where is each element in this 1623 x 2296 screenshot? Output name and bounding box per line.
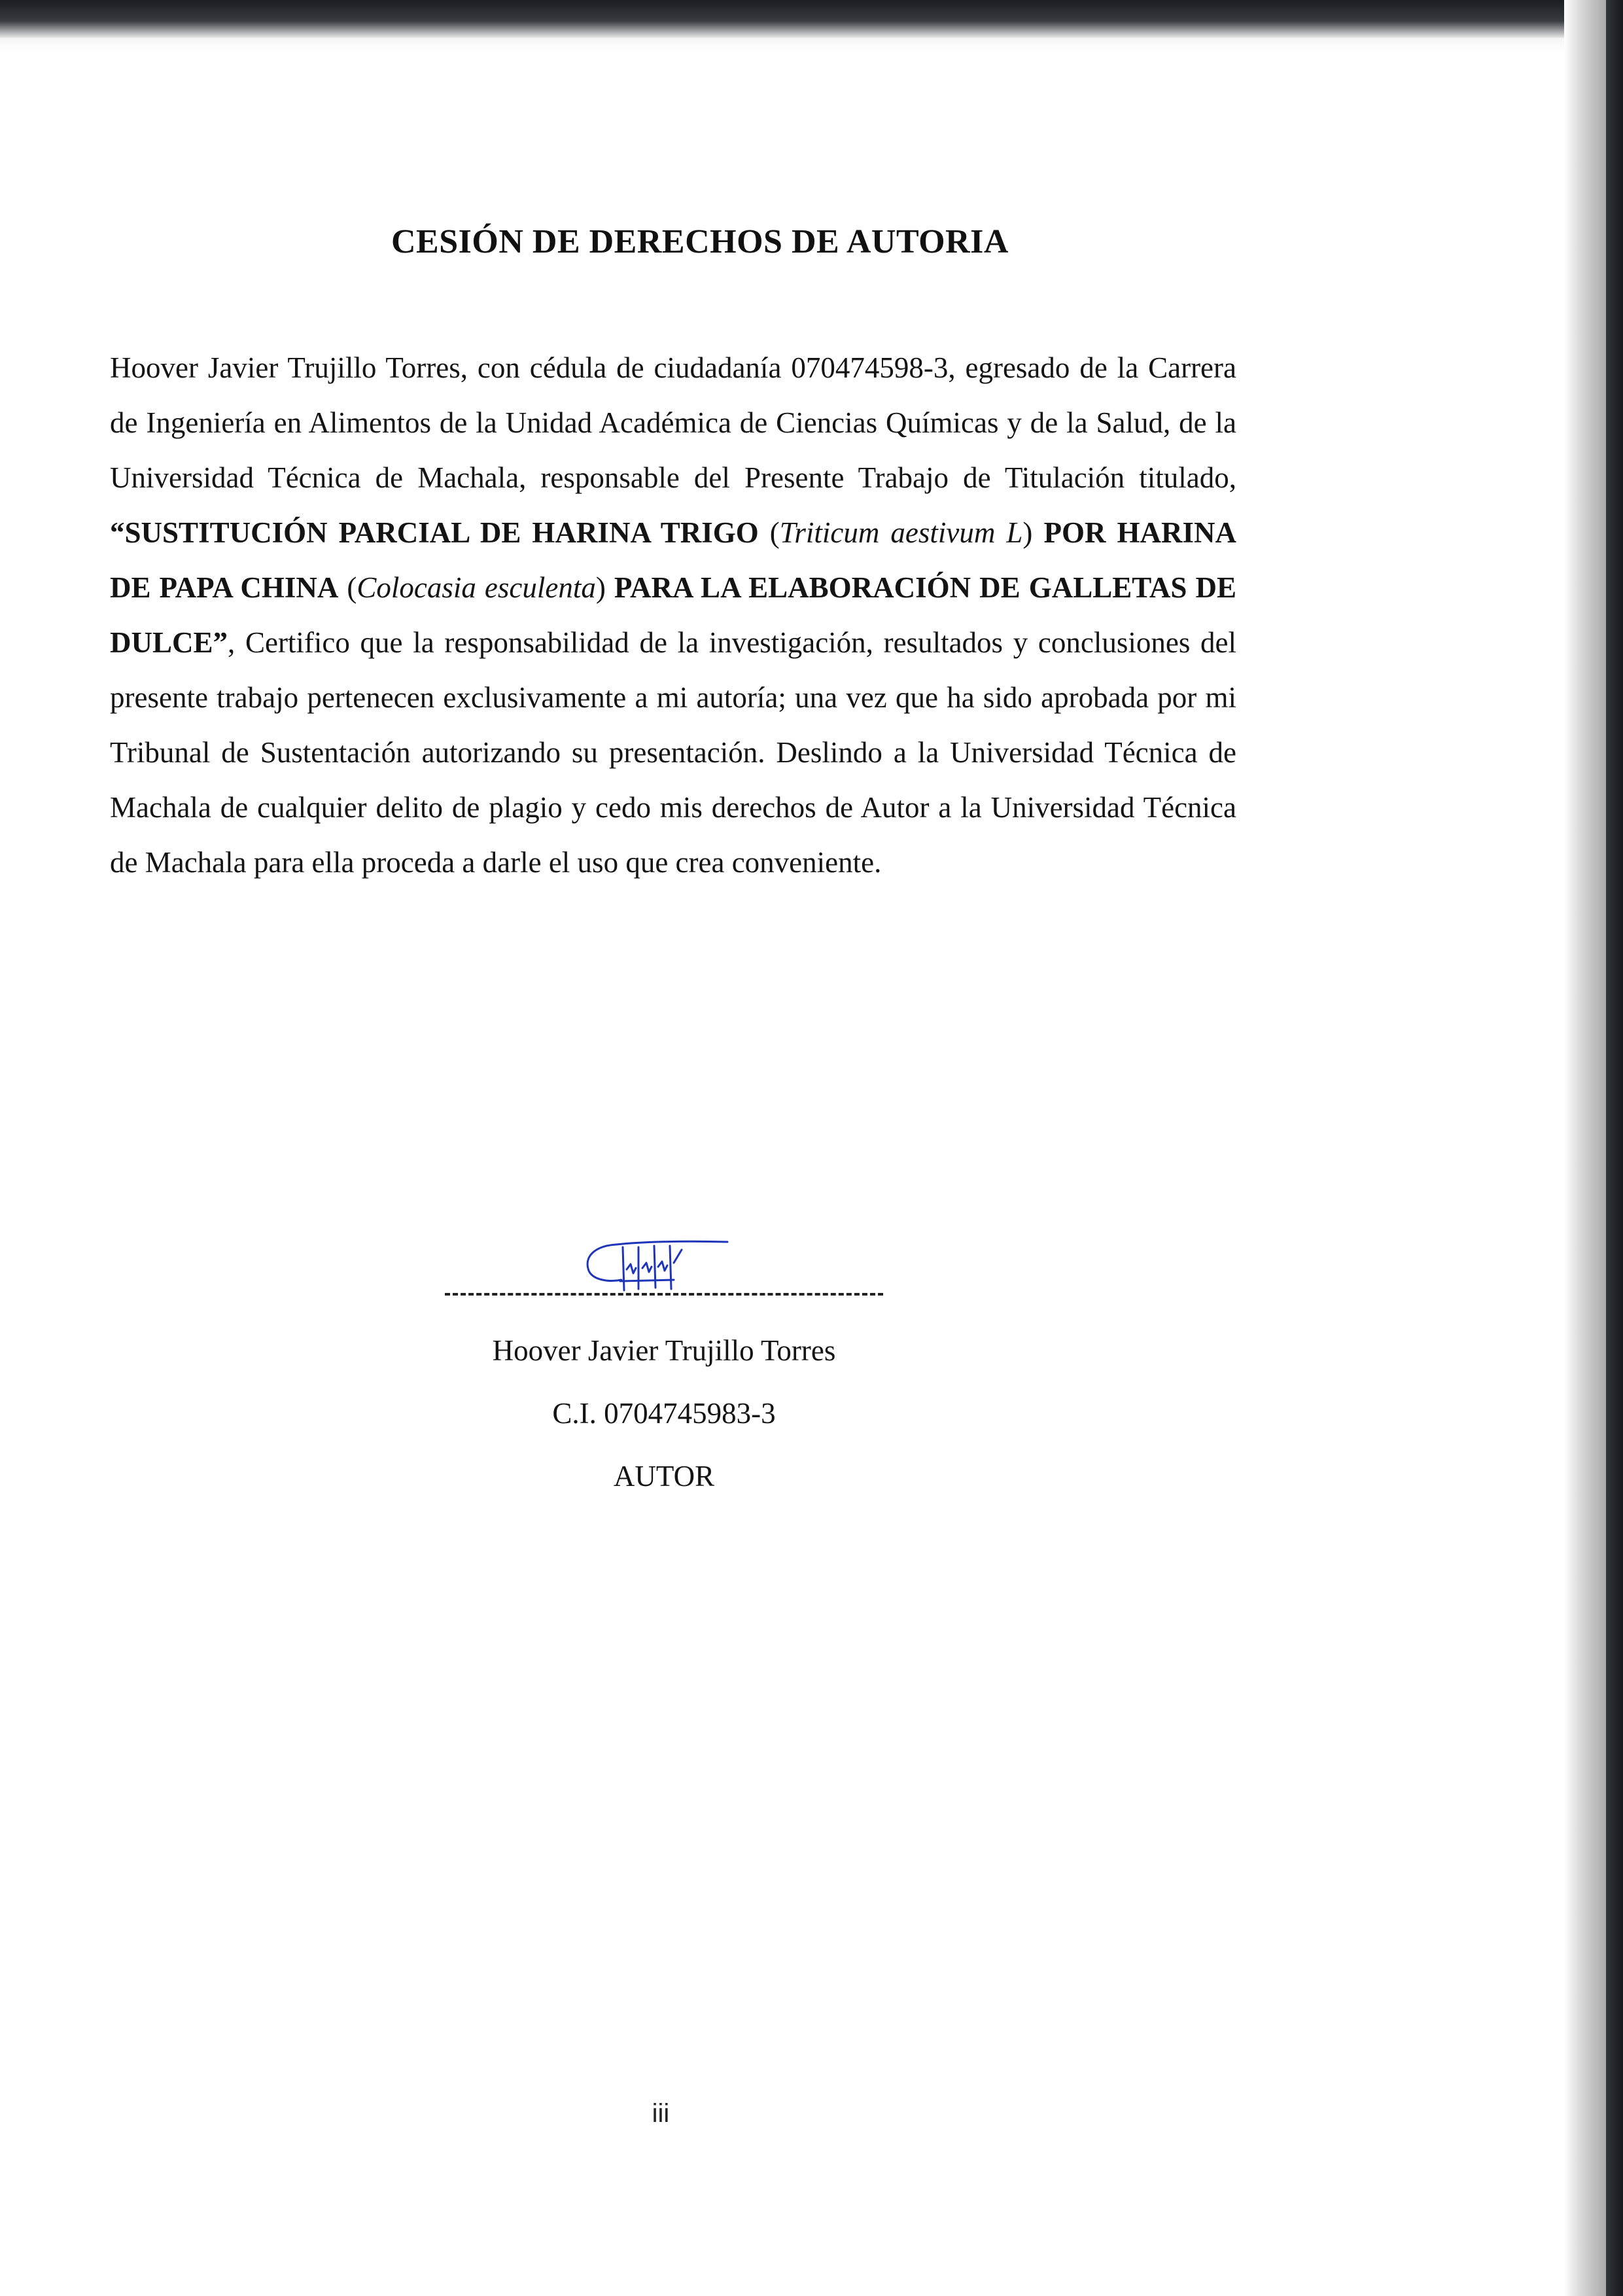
scan-right-edge [1606, 0, 1623, 2296]
author-role: AUTOR [613, 1460, 715, 1492]
species1-close: ) [1022, 516, 1044, 549]
thesis-title-part3: PARA LA ELABORACIÓN DE GALLETAS DE DULCE [110, 571, 1236, 659]
species1-open: ( [758, 516, 780, 549]
close-quote: ” [213, 626, 228, 659]
scan-top-fade [0, 38, 1623, 51]
thesis-title-part1: SUSTITUCIÓN PARCIAL DE HARINA TRIGO [124, 516, 759, 549]
signature-area [445, 1230, 903, 1309]
handwritten-signature [576, 1230, 733, 1302]
species1-name: Triticum aestivum L [779, 516, 1023, 549]
species2-name: Colocasia esculenta [357, 571, 596, 604]
author-id: C.I. 0704745983-3 [552, 1397, 776, 1430]
species2-close: ) [595, 571, 614, 604]
page-number: iii [652, 2099, 670, 2128]
document-title: CESIÓN DE DERECHOS DE AUTORIA [391, 223, 1009, 260]
author-name: Hoover Javier Trujillo Torres [492, 1334, 836, 1367]
declaration-conclusion: , Certifico que la responsabilidad de la investigación, resultados y conclusiones del presente trabajo pertenecen exclusivamente a mi autoría; una vez que ha sido aprobada por mi Tribunal de Sustentación autorizando su presentación. Deslindo a la Universidad Técnica de Machala de cualquier delito de plagio y cedo mis derechos de Autor a la Universidad Técnica de Machala para ella proceda a darle el uso que crea conveniente. [110, 626, 1236, 879]
open-quote: “ [110, 516, 125, 549]
thesis-title-part2: POR HARINA DE PAPA CHINA [110, 516, 1236, 604]
species2-open: ( [338, 571, 357, 604]
declaration-intro: Hoover Javier Trujillo Torres, con cédula de ciudadanía 070474598-3, egresado de la Carrera de Ingeniería en Alimentos de la Unidad Académica de Ciencias Químicas y de la Salud, de la Universidad Técnica de Machala, responsable del Presente Trabajo de Titulación titulado, [110, 351, 1236, 494]
scan-top-edge [0, 0, 1623, 38]
declaration-paragraph [110, 340, 1236, 890]
